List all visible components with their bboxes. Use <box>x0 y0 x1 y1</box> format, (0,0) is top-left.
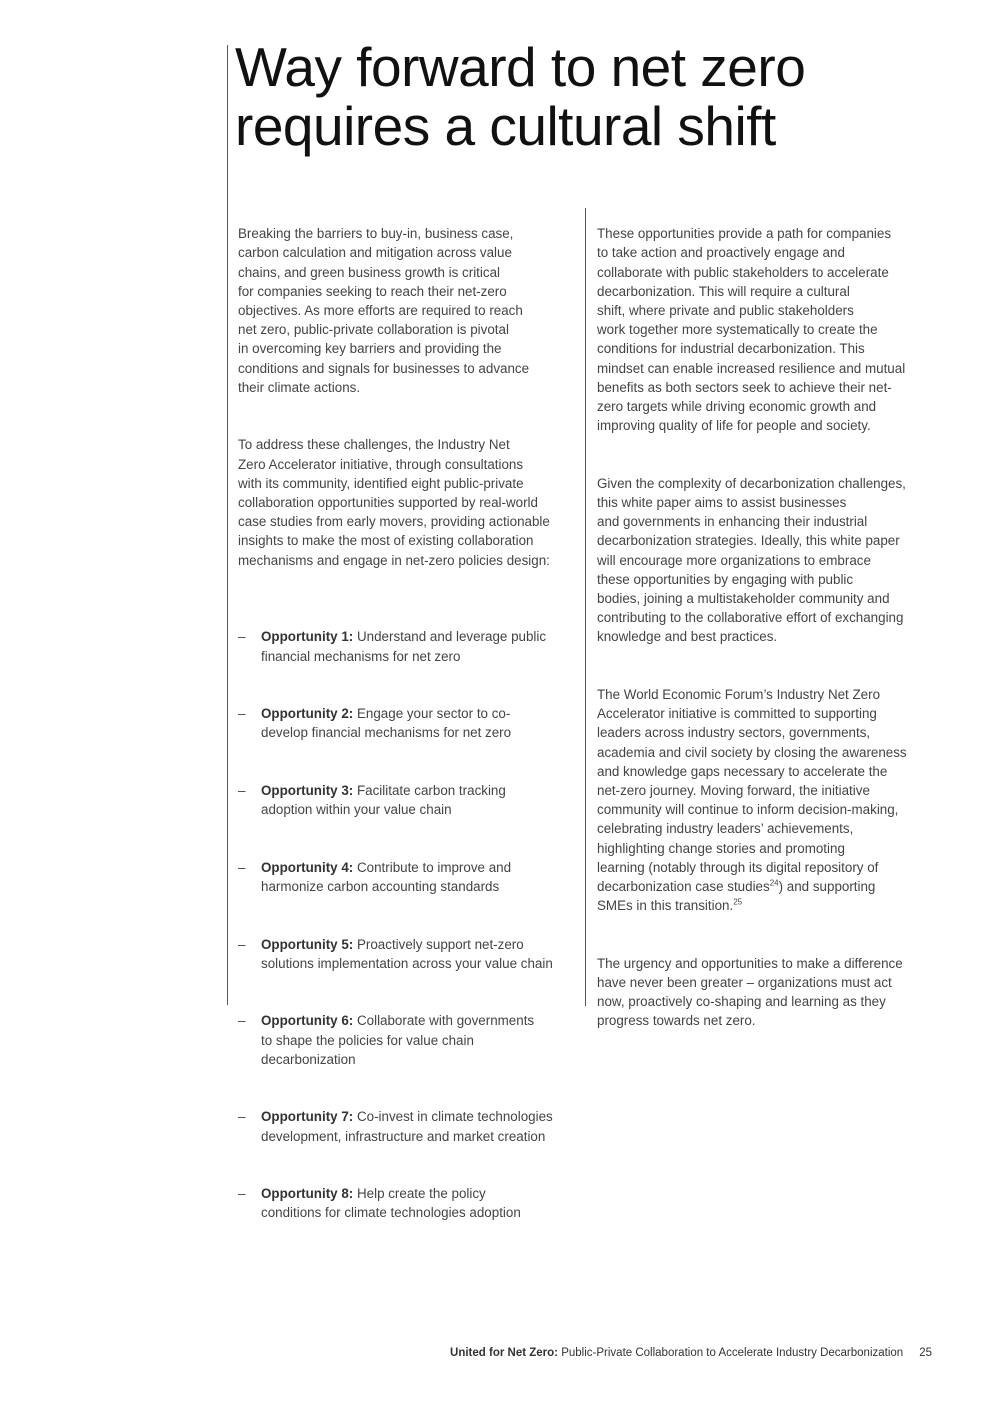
opportunity-text: Engage your sector to co- develop financial mechanisms for net zero <box>261 706 512 741</box>
list-item <box>238 935 583 973</box>
dash-bullet: – <box>238 629 246 645</box>
list-item <box>238 1107 583 1145</box>
white-paper-paragraph: Given the complexity of decarbonization challenges, this white paper aims to assist businesses and governments in enhancing their industrial decarbonization strategies. Ideally, this white paper will encourage more organizations to embrace these opportunities by engaging with public bodies, joining a multistakeholder community and contributing to the collaborative effort of exchanging knowledge and best practices. <box>597 475 906 645</box>
dash-bullet: – <box>238 1109 246 1125</box>
opportunity-label: Opportunity 7: <box>261 1109 354 1125</box>
opportunity-label: Opportunity 6: <box>261 1013 354 1029</box>
opportunities-paragraph: These opportunities provide a path for companies to take action and proactively engage and collaborate with public stakeholders to accelerate decarbonization. This will require a cultural shift, where private and public stakeholders work together more systematically to create the conditions for industrial decarbonization. This mindset can enable increased resilience and mutual benefits as both sectors seek to achieve their net- zero targets while driving economic growth and improving quality of life for people and society. <box>597 226 906 434</box>
page-footer <box>450 1347 932 1359</box>
opportunities-list <box>238 608 583 1261</box>
opportunity-text: Help create the policy conditions for climate technologies adoption <box>261 1186 521 1221</box>
opportunity-text: Proactively support net-zero solutions implementation across your value chain <box>261 936 553 971</box>
opportunity-label: Opportunity 8: <box>261 1186 354 1202</box>
footnote-ref-24[interactable]: 24 <box>769 878 779 888</box>
opportunity-label: Opportunity 4: <box>261 859 354 875</box>
challenges-paragraph: To address these challenges, the Industry Net Zero Accelerator initiative, through consultations with its community, identified eight public-private collaboration opportunities supported by real-world case studies from early movers, providing actionable insights to make the most of existing collaboration mechanisms and engage in net-zero policies design: <box>238 437 550 568</box>
dash-bullet: – <box>238 706 246 722</box>
forum-text-end: ) and supporting SMEs in this transition. <box>597 879 876 914</box>
opportunity-text: Contribute to improve and harmonize carbon accounting standards <box>261 859 512 895</box>
opportunity-label: Opportunity 2: <box>261 706 354 722</box>
left-column <box>238 205 583 1280</box>
list-item <box>238 627 583 665</box>
dash-bullet: – <box>238 859 246 875</box>
forum-paragraph <box>597 685 942 915</box>
opportunity-text: Co-invest in climate technologies development, infrastructure and market creation <box>261 1109 553 1144</box>
list-item <box>238 1011 583 1069</box>
dash-bullet: – <box>238 1186 246 1202</box>
opportunity-text: Understand and leverage public financial mechanisms for net zero <box>261 629 547 664</box>
list-item <box>238 858 583 896</box>
opportunity-text: Collaborate with governments to shape the policies for value chain decarbonization <box>261 1013 535 1067</box>
dash-bullet: – <box>238 1013 246 1029</box>
page-number: 25 <box>919 1347 932 1359</box>
intro-paragraph: Breaking the barriers to buy-in, business case, carbon calculation and mitigation across value chains, and green business growth is critical for companies seeking to reach their net-zero objectives. As more efforts are required to reach net zero, public-private collaboration is pivotal in overcoming key barriers and providing the conditions and signals for businesses to advance their climate actions. <box>238 226 530 395</box>
footer-title: Public-Private Collaboration to Accelerate Industry Decarbonization <box>558 1347 904 1359</box>
footer-title-bold: United for Net Zero: <box>450 1347 559 1359</box>
column-divider <box>585 208 586 1006</box>
dash-bullet: – <box>238 936 246 952</box>
opportunity-label: Opportunity 5: <box>261 936 354 952</box>
list-item <box>238 1184 583 1222</box>
forum-text: The World Economic Forum’s Industry Net Zero Accelerator initiative is committed to supporting leaders across industry sectors, governments, academia and civil society by closing the awareness and knowledge gaps necessary to accelerate the net-zero journey. Moving forward, the initiative community will continue to inform decision-making, celebrating industry leaders’ achievements, highlighting change stories and promoting learning (notably through its digital repository of decarbonization case studies <box>597 687 907 895</box>
footnote-ref-25[interactable]: 25 <box>733 897 743 907</box>
right-column <box>597 205 942 1069</box>
urgency-paragraph: The urgency and opportunities to make a difference have never been greater – organizations must act now, proactively co-shaping and learning as they progress towards net zero. <box>597 955 903 1029</box>
page-title: Way forward to net zero requires a cultural shift <box>235 36 806 157</box>
dash-bullet: – <box>238 783 246 799</box>
opportunity-text: Facilitate carbon tracking adoption within your value chain <box>261 783 506 818</box>
opportunity-label: Opportunity 1: <box>261 629 354 645</box>
left-rule <box>227 45 228 1005</box>
list-item <box>238 781 583 819</box>
opportunity-label: Opportunity 3: <box>261 783 354 799</box>
list-item <box>238 704 583 742</box>
